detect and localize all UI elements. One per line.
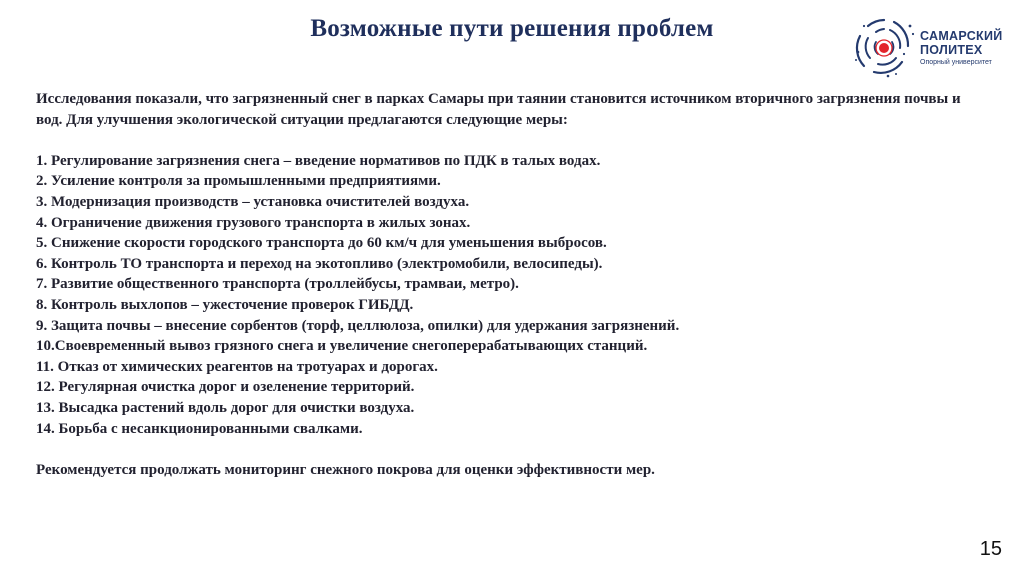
measure-item: 11. Отказ от химических реагентов на тротуарах и дорогах. [36,358,438,375]
measure-item: 13. Высадка растений вдоль дорог для очистки воздуха. [36,399,415,416]
logo-line-1: САМАРСКИЙ [920,29,1003,43]
measure-item: 3. Модернизация производств – установка очистителей воздуха. [36,193,470,210]
slide-body [36,89,966,480]
page-number: 15 [979,538,1002,560]
measure-item: 14. Борьба с несанкционированными свалками. [36,420,363,437]
measure-item: 9. Защита почвы – внесение сорбентов (торф, целлюлоза, опилки) для удержания загрязнений. [36,317,680,334]
measure-item: 6. Контроль ТО транспорта и переход на экотопливо (электромобили, велосипеды). [36,255,603,272]
logo-tagline: Опорный университет [920,59,992,66]
measure-item: 7. Развитие общественного транспорта (троллейбусы, трамваи, метро). [36,276,519,293]
measure-item: 4. Ограничение движения грузового транспорта в жилых зонах. [36,214,471,231]
measure-item: 12. Регулярная очистка дорог и озеленение территорий. [36,379,415,396]
measure-item: 1. Регулирование загрязнения снега – введение нормативов по ПДК в талых водах. [36,152,601,169]
logo-emblem-icon [852,12,916,84]
measure-item: 5. Снижение скорости городского транспорта до 60 км/ч для уменьшения выбросов. [36,235,607,252]
measure-item: 8. Контроль выхлопов – ужесточение проверок ГИБДД. [36,296,414,313]
conclusion-paragraph: Рекомендуется продолжать мониторинг снежного покрова для оценки эффективности мер. [36,461,655,478]
intro-paragraph: Исследования показали, что загрязненный снег в парках Самары при таянии становится источником вторичного загрязнения почвы и вод. Для улучшения экологической ситуации предлагаются следующие меры: [36,91,961,128]
measure-item: 2. Усиление контроля за промышленными предприятиями. [36,173,441,190]
slide-title: Возможные пути решения проблем [310,15,714,42]
measure-item: 10.Своевременный вывоз грязного снега и увеличение снегоперерабатывающих станций. [36,338,648,355]
logo-wordmark [920,30,1003,66]
university-logo [852,12,1017,84]
logo-line-2: ПОЛИТЕХ [920,42,983,57]
measures-list [36,151,966,439]
